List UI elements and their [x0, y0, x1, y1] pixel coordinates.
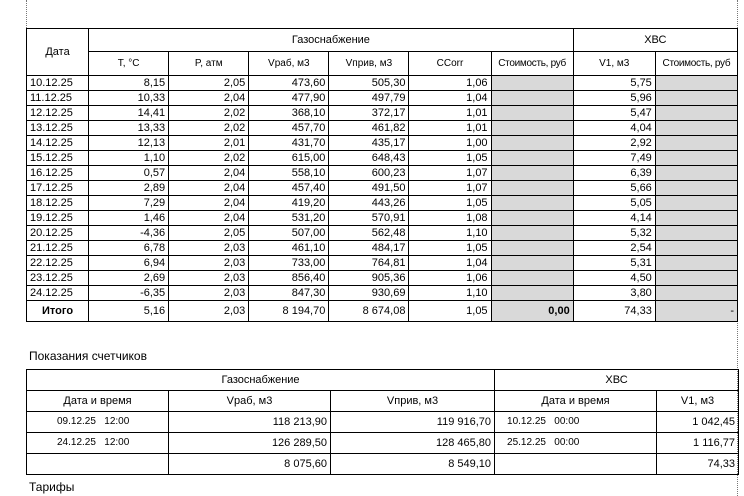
meters-water-datetime: 25.12.25 00:00: [495, 433, 657, 454]
total-ccorr: 1,05: [409, 301, 491, 322]
row-vpriv: 562,48: [329, 226, 409, 241]
meters-col-vpriv: Vприв, м3: [331, 391, 495, 412]
row-pressure: 2,04: [169, 166, 249, 181]
row-date: 16.12.25: [27, 166, 89, 181]
header-vwork: Vраб, м3: [249, 52, 329, 76]
row-date: 22.12.25: [27, 256, 89, 271]
row-temperature: 1,46: [89, 211, 169, 226]
meters-caption: Показания счетчиков: [29, 349, 147, 363]
row-pressure: 2,03: [169, 271, 249, 286]
row-gas-cost: [491, 256, 573, 271]
row-date: 19.12.25: [27, 211, 89, 226]
row-v1: 5,05: [573, 196, 655, 211]
row-temperature: 1,10: [89, 151, 169, 166]
meters-vwork: 118 213,90: [169, 412, 331, 433]
row-v1: 7,49: [573, 151, 655, 166]
row-v1: 4,50: [573, 271, 655, 286]
row-ccorr: 1,10: [409, 226, 491, 241]
row-v1: 6,39: [573, 166, 655, 181]
total-water-cost: -: [655, 301, 737, 322]
meters-diff-empty: [495, 454, 657, 475]
row-vpriv: 648,43: [329, 151, 409, 166]
meters-diff-empty: [27, 454, 169, 475]
row-ccorr: 1,04: [409, 91, 491, 106]
row-vwork: 461,10: [249, 241, 329, 256]
row-pressure: 2,04: [169, 181, 249, 196]
row-v1: 2,54: [573, 241, 655, 256]
row-date: 13.12.25: [27, 121, 89, 136]
header-v1: V1, м3: [573, 52, 655, 76]
meters-gas-datetime: 09.12.25 12:00: [27, 412, 169, 433]
header-water-cost: Стоимость, руб: [655, 52, 737, 76]
header-vpriv: Vприв, м3: [329, 52, 409, 76]
row-pressure: 2,01: [169, 136, 249, 151]
row-gas-cost: [491, 76, 573, 91]
meters-water-group: ХВС: [495, 370, 739, 391]
row-vpriv: 484,17: [329, 241, 409, 256]
row-vpriv: 764,81: [329, 256, 409, 271]
row-temperature: 7,29: [89, 196, 169, 211]
row-gas-cost: [491, 151, 573, 166]
table-row: [27, 226, 738, 241]
row-water-cost: [655, 76, 737, 91]
row-vwork: 558,10: [249, 166, 329, 181]
row-v1: 5,96: [573, 91, 655, 106]
row-date: 14.12.25: [27, 136, 89, 151]
row-v1: 5,31: [573, 256, 655, 271]
row-vwork: 477,90: [249, 91, 329, 106]
row-ccorr: 1,05: [409, 151, 491, 166]
row-ccorr: 1,06: [409, 76, 491, 91]
row-water-cost: [655, 271, 737, 286]
row-ccorr: 1,01: [409, 121, 491, 136]
row-date: 24.12.25: [27, 286, 89, 301]
row-date: 10.12.25: [27, 76, 89, 91]
row-gas-cost: [491, 136, 573, 151]
row-water-cost: [655, 196, 737, 211]
row-vwork: 431,70: [249, 136, 329, 151]
meters-col-v1: V1, м3: [657, 391, 739, 412]
row-vpriv: 435,17: [329, 136, 409, 151]
table-row: [27, 196, 738, 211]
row-date: 17.12.25: [27, 181, 89, 196]
table-row: [27, 76, 738, 91]
daily-rows: [27, 76, 738, 301]
row-pressure: 2,03: [169, 256, 249, 271]
row-water-cost: [655, 121, 737, 136]
row-ccorr: 1,07: [409, 181, 491, 196]
table-row: [27, 241, 738, 256]
row-ccorr: 1,08: [409, 211, 491, 226]
total-vpriv: 8 674,08: [329, 301, 409, 322]
row-water-cost: [655, 106, 737, 121]
row-water-cost: [655, 181, 737, 196]
row-gas-cost: [491, 286, 573, 301]
row-water-cost: [655, 241, 737, 256]
row-vpriv: 372,17: [329, 106, 409, 121]
row-temperature: 12,13: [89, 136, 169, 151]
header-water-group: ХВС: [573, 29, 737, 52]
row-temperature: 2,69: [89, 271, 169, 286]
total-temperature: 5,16: [89, 301, 169, 322]
row-temperature: 2,89: [89, 181, 169, 196]
table-row: [27, 121, 738, 136]
meters-row: [27, 433, 739, 454]
row-water-cost: [655, 151, 737, 166]
tariffs-caption: Тарифы: [29, 480, 75, 494]
row-water-cost: [655, 286, 737, 301]
meters-col-datetime: Дата и время: [27, 391, 169, 412]
table-row: [27, 136, 738, 151]
table-row: [27, 151, 738, 166]
row-ccorr: 1,06: [409, 271, 491, 286]
row-vpriv: 505,30: [329, 76, 409, 91]
row-v1: 5,75: [573, 76, 655, 91]
row-temperature: 14,41: [89, 106, 169, 121]
row-ccorr: 1,05: [409, 241, 491, 256]
row-vpriv: 600,23: [329, 166, 409, 181]
row-v1: 4,04: [573, 121, 655, 136]
table-row: [27, 106, 738, 121]
table-row: [27, 271, 738, 286]
header-gas-cost: Стоимость, руб: [491, 52, 573, 76]
meters-diff-v1: 74,33: [657, 454, 739, 475]
row-pressure: 2,04: [169, 196, 249, 211]
table-row: [27, 91, 738, 106]
row-vwork: 615,00: [249, 151, 329, 166]
row-vwork: 457,40: [249, 181, 329, 196]
row-vwork: 368,10: [249, 106, 329, 121]
row-gas-cost: [491, 91, 573, 106]
row-v1: 2,92: [573, 136, 655, 151]
gas-water-daily-table: [26, 28, 738, 322]
total-row: [27, 301, 738, 322]
row-date: 18.12.25: [27, 196, 89, 211]
row-temperature: 8,15: [89, 76, 169, 91]
table-row: [27, 166, 738, 181]
row-water-cost: [655, 211, 737, 226]
header-gas-group: Газоснабжение: [89, 29, 574, 52]
row-gas-cost: [491, 196, 573, 211]
row-date: 20.12.25: [27, 226, 89, 241]
row-vpriv: 930,69: [329, 286, 409, 301]
row-date: 21.12.25: [27, 241, 89, 256]
row-pressure: 2,02: [169, 151, 249, 166]
header-pressure: P, атм: [169, 52, 249, 76]
meters-gas-group: Газоснабжение: [27, 370, 495, 391]
meters-water-datetime: 10.12.25 00:00: [495, 412, 657, 433]
row-v1: 5,47: [573, 106, 655, 121]
row-gas-cost: [491, 166, 573, 181]
meters-vpriv: 119 916,70: [331, 412, 495, 433]
row-vpriv: 491,50: [329, 181, 409, 196]
row-vwork: 847,30: [249, 286, 329, 301]
header-temperature: T, °C: [89, 52, 169, 76]
row-pressure: 2,04: [169, 211, 249, 226]
row-vpriv: 497,79: [329, 91, 409, 106]
row-v1: 3,80: [573, 286, 655, 301]
table-row: [27, 286, 738, 301]
row-vwork: 419,20: [249, 196, 329, 211]
meters-row: [27, 412, 739, 433]
row-gas-cost: [491, 106, 573, 121]
row-water-cost: [655, 256, 737, 271]
row-vwork: 507,00: [249, 226, 329, 241]
meters-vwork: 126 289,50: [169, 433, 331, 454]
row-ccorr: 1,01: [409, 106, 491, 121]
row-vpriv: 461,82: [329, 121, 409, 136]
row-temperature: 13,33: [89, 121, 169, 136]
row-temperature: 6,94: [89, 256, 169, 271]
total-pressure: 2,03: [169, 301, 249, 322]
row-temperature: 6,78: [89, 241, 169, 256]
row-water-cost: [655, 136, 737, 151]
row-temperature: -4,36: [89, 226, 169, 241]
row-water-cost: [655, 226, 737, 241]
row-temperature: 10,33: [89, 91, 169, 106]
row-gas-cost: [491, 271, 573, 286]
row-temperature: -6,35: [89, 286, 169, 301]
meters-vpriv: 128 465,80: [331, 433, 495, 454]
meters-diff-vwork: 8 075,60: [169, 454, 331, 475]
total-label: Итого: [27, 301, 89, 322]
row-ccorr: 1,10: [409, 286, 491, 301]
row-vpriv: 443,26: [329, 196, 409, 211]
row-ccorr: 1,07: [409, 166, 491, 181]
row-vwork: 733,00: [249, 256, 329, 271]
row-date: 11.12.25: [27, 91, 89, 106]
row-vwork: 531,20: [249, 211, 329, 226]
row-ccorr: 1,05: [409, 196, 491, 211]
meters-diff-row: [27, 454, 739, 475]
row-pressure: 2,02: [169, 121, 249, 136]
row-gas-cost: [491, 226, 573, 241]
row-pressure: 2,05: [169, 226, 249, 241]
sheet-gridline-left: [26, 0, 27, 28]
row-vpriv: 570,91: [329, 211, 409, 226]
row-pressure: 2,05: [169, 76, 249, 91]
table-row: [27, 181, 738, 196]
total-vwork: 8 194,70: [249, 301, 329, 322]
row-pressure: 2,03: [169, 241, 249, 256]
row-temperature: 0,57: [89, 166, 169, 181]
row-date: 12.12.25: [27, 106, 89, 121]
row-pressure: 2,03: [169, 286, 249, 301]
meters-v1: 1 116,77: [657, 433, 739, 454]
row-gas-cost: [491, 241, 573, 256]
row-v1: 4,14: [573, 211, 655, 226]
meters-col-datetime-water: Дата и время: [495, 391, 657, 412]
row-pressure: 2,02: [169, 106, 249, 121]
total-gas-cost: 0,00: [491, 301, 573, 322]
row-v1: 5,66: [573, 181, 655, 196]
meters-diff-vpriv: 8 549,10: [331, 454, 495, 475]
row-gas-cost: [491, 121, 573, 136]
row-pressure: 2,04: [169, 91, 249, 106]
table-row: [27, 256, 738, 271]
meters-v1: 1 042,45: [657, 412, 739, 433]
table-row: [27, 211, 738, 226]
row-vwork: 856,40: [249, 271, 329, 286]
row-water-cost: [655, 91, 737, 106]
row-date: 23.12.25: [27, 271, 89, 286]
row-vwork: 473,60: [249, 76, 329, 91]
row-vpriv: 905,36: [329, 271, 409, 286]
meter-readings-table: [26, 369, 739, 475]
row-gas-cost: [491, 211, 573, 226]
total-v1: 74,33: [573, 301, 655, 322]
header-ccorr: CCorr: [409, 52, 491, 76]
row-water-cost: [655, 166, 737, 181]
row-ccorr: 1,04: [409, 256, 491, 271]
row-gas-cost: [491, 181, 573, 196]
row-vwork: 457,70: [249, 121, 329, 136]
row-v1: 5,32: [573, 226, 655, 241]
meters-gas-datetime: 24.12.25 12:00: [27, 433, 169, 454]
row-ccorr: 1,00: [409, 136, 491, 151]
header-date: Дата: [27, 29, 89, 76]
row-date: 15.12.25: [27, 151, 89, 166]
meters-col-vwork: Vраб, м3: [169, 391, 331, 412]
